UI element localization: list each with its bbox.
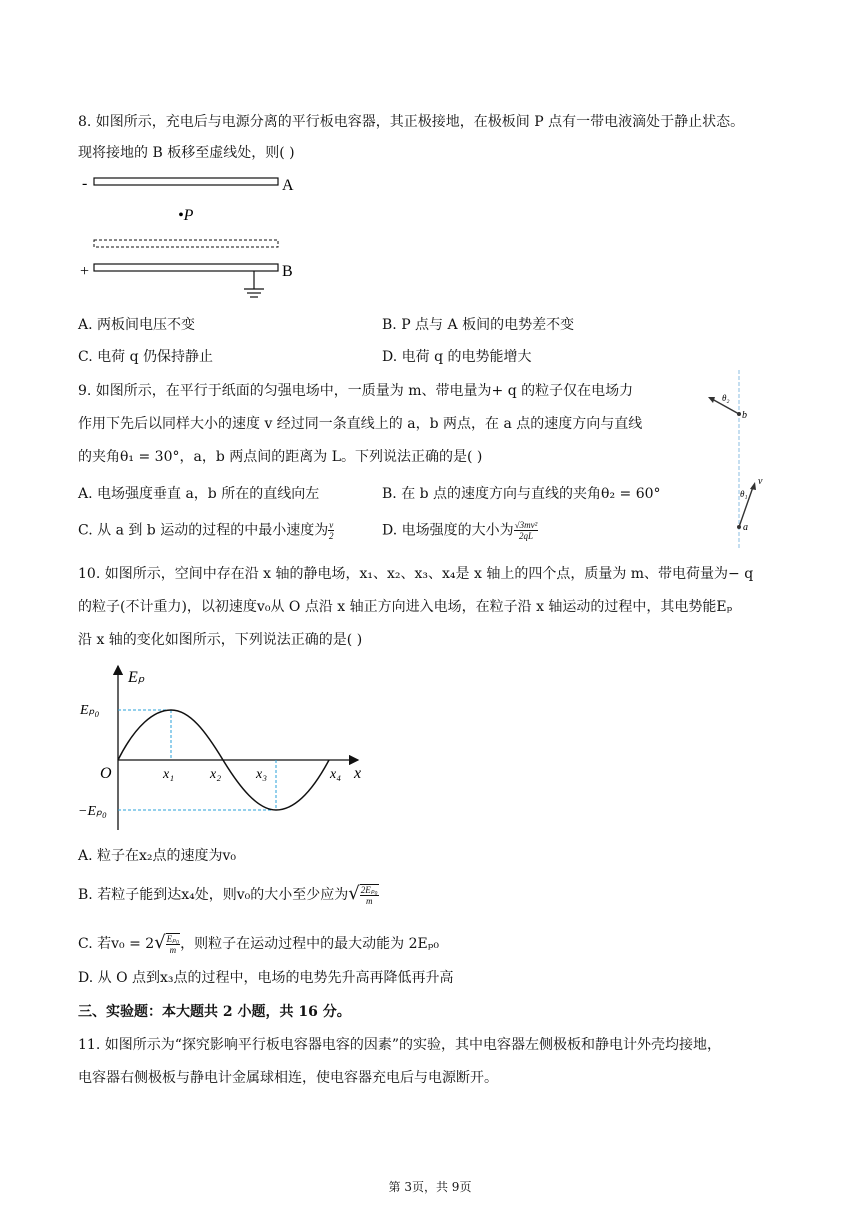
q10-option-c-text1: C. 若v₀ = 2 [78, 936, 155, 952]
point-b-label: b [742, 410, 747, 421]
plate-a-label: A [282, 177, 294, 194]
x3-label: x₃ [256, 767, 268, 782]
page-footer: 第 3页，共 9页 [388, 1180, 472, 1194]
q10-option-b-text: B. 若粒子能到达x₄处，则v₀的大小至少应为 [78, 887, 349, 903]
v-label: v [758, 476, 763, 487]
plate-a [94, 178, 278, 185]
q10-option-a: A. 粒子在x₂点的速度为v₀ [78, 848, 237, 864]
plate-b [94, 264, 278, 271]
q8-option-b: B. P 点与 A 板间的电势差不变 [382, 317, 575, 333]
q10-stem-line2: 的粒子(不计重力)，以初速度v₀从 O 点沿 x 轴正方向进入电场，在粒子沿 x 轴运动的过程中，其电势能Eₚ [78, 599, 733, 615]
q9-option-b: B. 在 b 点的速度方向与直线的夹角θ₂ = 60° [382, 486, 661, 502]
theta1-label: θ₁ [740, 489, 748, 499]
q10-option-b-fraction: $\frac{\text{2Eₚ₀}}{m}$ [360, 885, 378, 906]
q9-option-c [78, 520, 334, 541]
q10-option-c-fraction: $\frac{\text{Eₚ₀}}{m}$ [166, 934, 180, 955]
point-a [737, 525, 741, 529]
q11-stem-line2: 电容器右侧极板与静电计金属球相连，使电容器充电后与电源断开。 [78, 1070, 498, 1086]
q10-option-c [78, 933, 439, 955]
theta2-label: θ₂ [722, 393, 730, 403]
q8-stem-line1: 8. 如图所示，充电后与电源分离的平行板电容器，其正极接地，在极板间 P 点有一带电液滴处于静止状态。 [78, 114, 745, 130]
ground-icon [244, 271, 264, 297]
q9-stem-line2: 作用下先后以同样大小的速度 v 经过同一条直线上的 a，b 两点，在 a 点的速度方向与直线 [78, 416, 643, 432]
x2-label: x₂ [210, 767, 222, 782]
plate-b-sign: + [80, 263, 90, 280]
q8-option-a: A. 两板间电压不变 [78, 317, 196, 333]
q10-stem-line1: 10. 如图所示，空间中存在沿 x 轴的静电场，x₁、x₂、x₃、x₄是 x 轴上的四个点，质量为 m、带电荷量为− q [78, 566, 754, 582]
q10-option-b [78, 884, 379, 906]
sqrt-symbol: √ [348, 883, 360, 904]
q9-option-d-text: D. 电场强度的大小为 [382, 522, 514, 539]
x1-label: x₁ [163, 767, 175, 782]
q8-option-d: D. 电荷 q 的电势能增大 [382, 349, 532, 365]
neg-ep0-label: −Eₚ₀ [78, 804, 107, 819]
q9-stem-line1: 9. 如图所示，在平行于纸面的匀强电场中，一质量为 m、带电量为+ q 的粒子仅在电场力 [78, 383, 634, 399]
q9-field-figure [698, 370, 768, 550]
ep0-label: Eₚ₀ [80, 703, 100, 718]
q9-option-c-fraction: $\frac{v}{2}$ [328, 520, 334, 541]
q8-capacitor-figure [78, 168, 308, 308]
x4-label: x₄ [330, 767, 342, 782]
q9-stem-line3: 的夹角θ₁ = 30°，a，b 两点间的距离为 L。下列说法正确的是( ) [78, 449, 483, 465]
q10-option-d: D. 从 O 点到x₃点的过程中，电场的电势先升高再降低再升高 [78, 970, 454, 986]
q10-stem-line3: 沿 x 轴的变化如图所示，下列说法正确的是( ) [78, 632, 363, 648]
point-b [737, 412, 741, 416]
q9-option-c-text: C. 从 a 到 b 运动的过程的中最小速度为 [78, 522, 329, 539]
section-heading: 三、实验题：本大题共 2 小题，共 16 分。 [78, 1004, 351, 1020]
plate-a-sign: - [82, 175, 88, 192]
point-a-label: a [743, 522, 748, 533]
y-axis-label: Eₚ [128, 669, 145, 686]
q9-option-d-fraction: $\frac{\text{√3mv²}}{2qL}$ [514, 520, 538, 541]
sqrt-symbol: √ [154, 932, 166, 953]
q9-option-d [382, 520, 538, 541]
x-axis-label: x [354, 765, 362, 782]
point-p-label: •P [178, 207, 194, 224]
q8-stem-line2: 现将接地的 B 板移至虚线处，则( ) [78, 145, 295, 161]
origin-label: O [100, 765, 112, 782]
dashed-plate-position [94, 240, 278, 247]
q9-option-a: A. 电场强度垂直 a，b 所在的直线向左 [78, 486, 320, 502]
q10-option-c-text2: ，则粒子在运动过程中的最大动能为 2Eₚ₀ [180, 936, 439, 952]
q10-potential-energy-graph [78, 660, 378, 835]
q11-stem-line1: 11. 如图所示为“探究影响平行板电容器电容的因素”的实验，其中电容器左侧极板和静电计外壳均接地， [78, 1037, 722, 1053]
plate-b-label: B [282, 263, 293, 280]
q8-option-c: C. 电荷 q 仍保持静止 [78, 349, 213, 365]
